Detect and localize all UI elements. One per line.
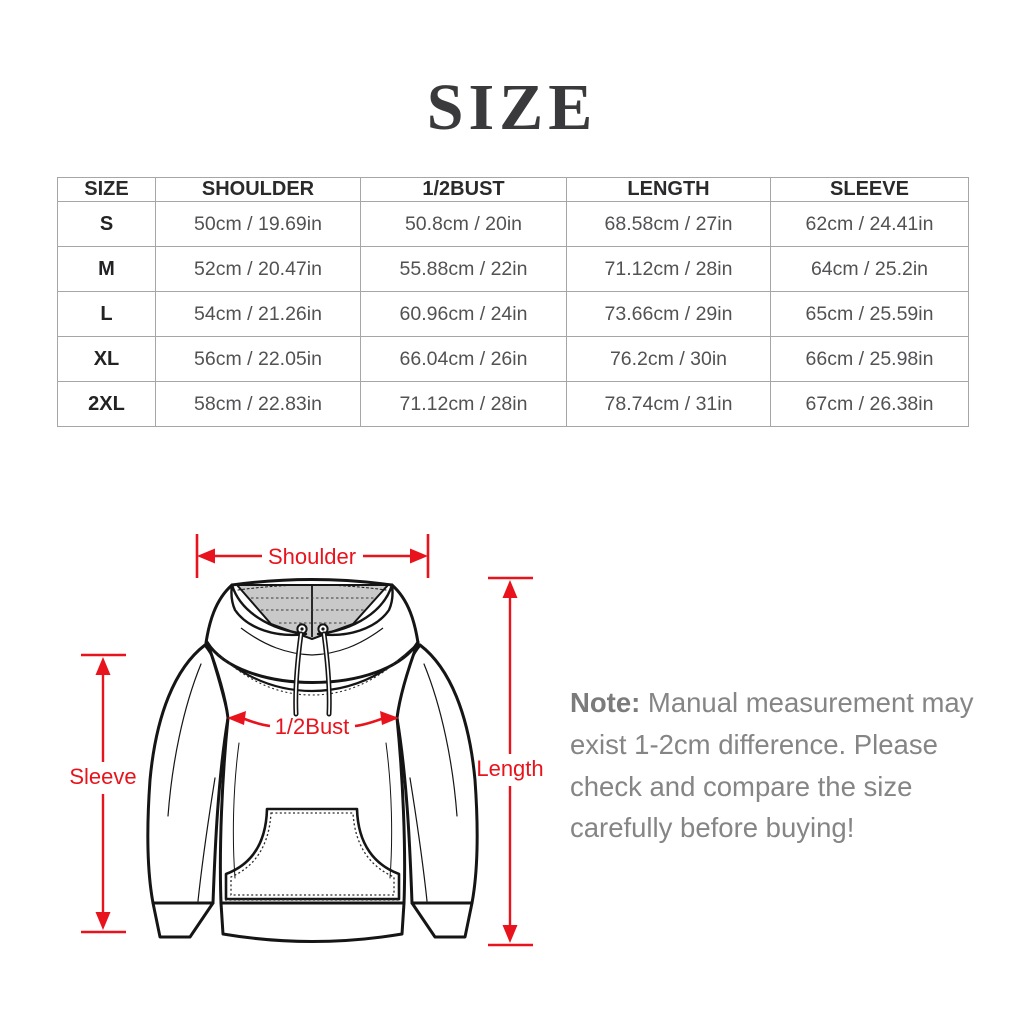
sleeve-arrow	[69, 655, 136, 932]
sleeve-value: 64cm / 25.2in	[771, 247, 969, 292]
sleeve-arrow-label: Sleeve	[69, 764, 137, 789]
page-title: SIZE	[426, 71, 598, 144]
table-row	[58, 292, 969, 337]
table-header-row	[58, 178, 969, 202]
note-text	[570, 682, 976, 849]
shoulder-value: 58cm / 22.83in	[156, 382, 361, 427]
hoodie-sketch	[55, 528, 565, 960]
col-header-shoulder: SHOULDER	[156, 178, 361, 202]
note-body: Manual measurement may exist 1-2cm difference. Please check and compare the size carefully before buying!	[570, 687, 974, 844]
hoodie-line-art	[148, 642, 477, 942]
length-value: 76.2cm / 30in	[567, 337, 771, 382]
sleeve-value: 65cm / 25.59in	[771, 292, 969, 337]
bust-value: 71.12cm / 28in	[361, 382, 567, 427]
waistband	[221, 903, 404, 942]
shoulder-arrow-label: Shoulder	[267, 544, 357, 569]
length-value: 71.12cm / 28in	[567, 247, 771, 292]
bust-arrow-label: 1/2Bust	[274, 714, 350, 739]
size-label: 2XL	[58, 382, 156, 427]
length-value: 68.58cm / 27in	[567, 202, 771, 247]
bust-value: 60.96cm / 24in	[361, 292, 567, 337]
size-label: XL	[58, 337, 156, 382]
bust-value: 66.04cm / 26in	[361, 337, 567, 382]
shoulder-value: 50cm / 19.69in	[156, 202, 361, 247]
left-sleeve	[148, 645, 229, 903]
bust-value: 50.8cm / 20in	[361, 202, 567, 247]
col-header-bust: 1/2BUST	[361, 178, 567, 202]
table-row	[58, 247, 969, 292]
size-label: L	[58, 292, 156, 337]
hoodie-measurement-diagram	[55, 528, 565, 960]
bust-value: 55.88cm / 22in	[361, 247, 567, 292]
size-label: M	[58, 247, 156, 292]
shoulder-value: 52cm / 20.47in	[156, 247, 361, 292]
length-arrow-label: Length	[476, 756, 544, 781]
col-header-length: LENGTH	[567, 178, 771, 202]
right-sleeve	[397, 645, 478, 903]
left-cuff	[153, 903, 213, 937]
length-arrow	[476, 578, 543, 945]
note-prefix: Note:	[570, 687, 641, 718]
length-value: 73.66cm / 29in	[567, 292, 771, 337]
sleeve-value: 67cm / 26.38in	[771, 382, 969, 427]
size-label: S	[58, 202, 156, 247]
col-header-sleeve: SLEEVE	[771, 178, 969, 202]
sleeve-value: 62cm / 24.41in	[771, 202, 969, 247]
shoulder-arrow	[197, 534, 428, 578]
shoulder-value: 56cm / 22.05in	[156, 337, 361, 382]
size-table	[57, 177, 969, 427]
table-row	[58, 202, 969, 247]
shoulder-value: 54cm / 21.26in	[156, 292, 361, 337]
col-header-size: SIZE	[58, 178, 156, 202]
right-cuff	[412, 903, 472, 937]
table-row	[58, 337, 969, 382]
table-row	[58, 382, 969, 427]
sleeve-value: 66cm / 25.98in	[771, 337, 969, 382]
length-value: 78.74cm / 31in	[567, 382, 771, 427]
